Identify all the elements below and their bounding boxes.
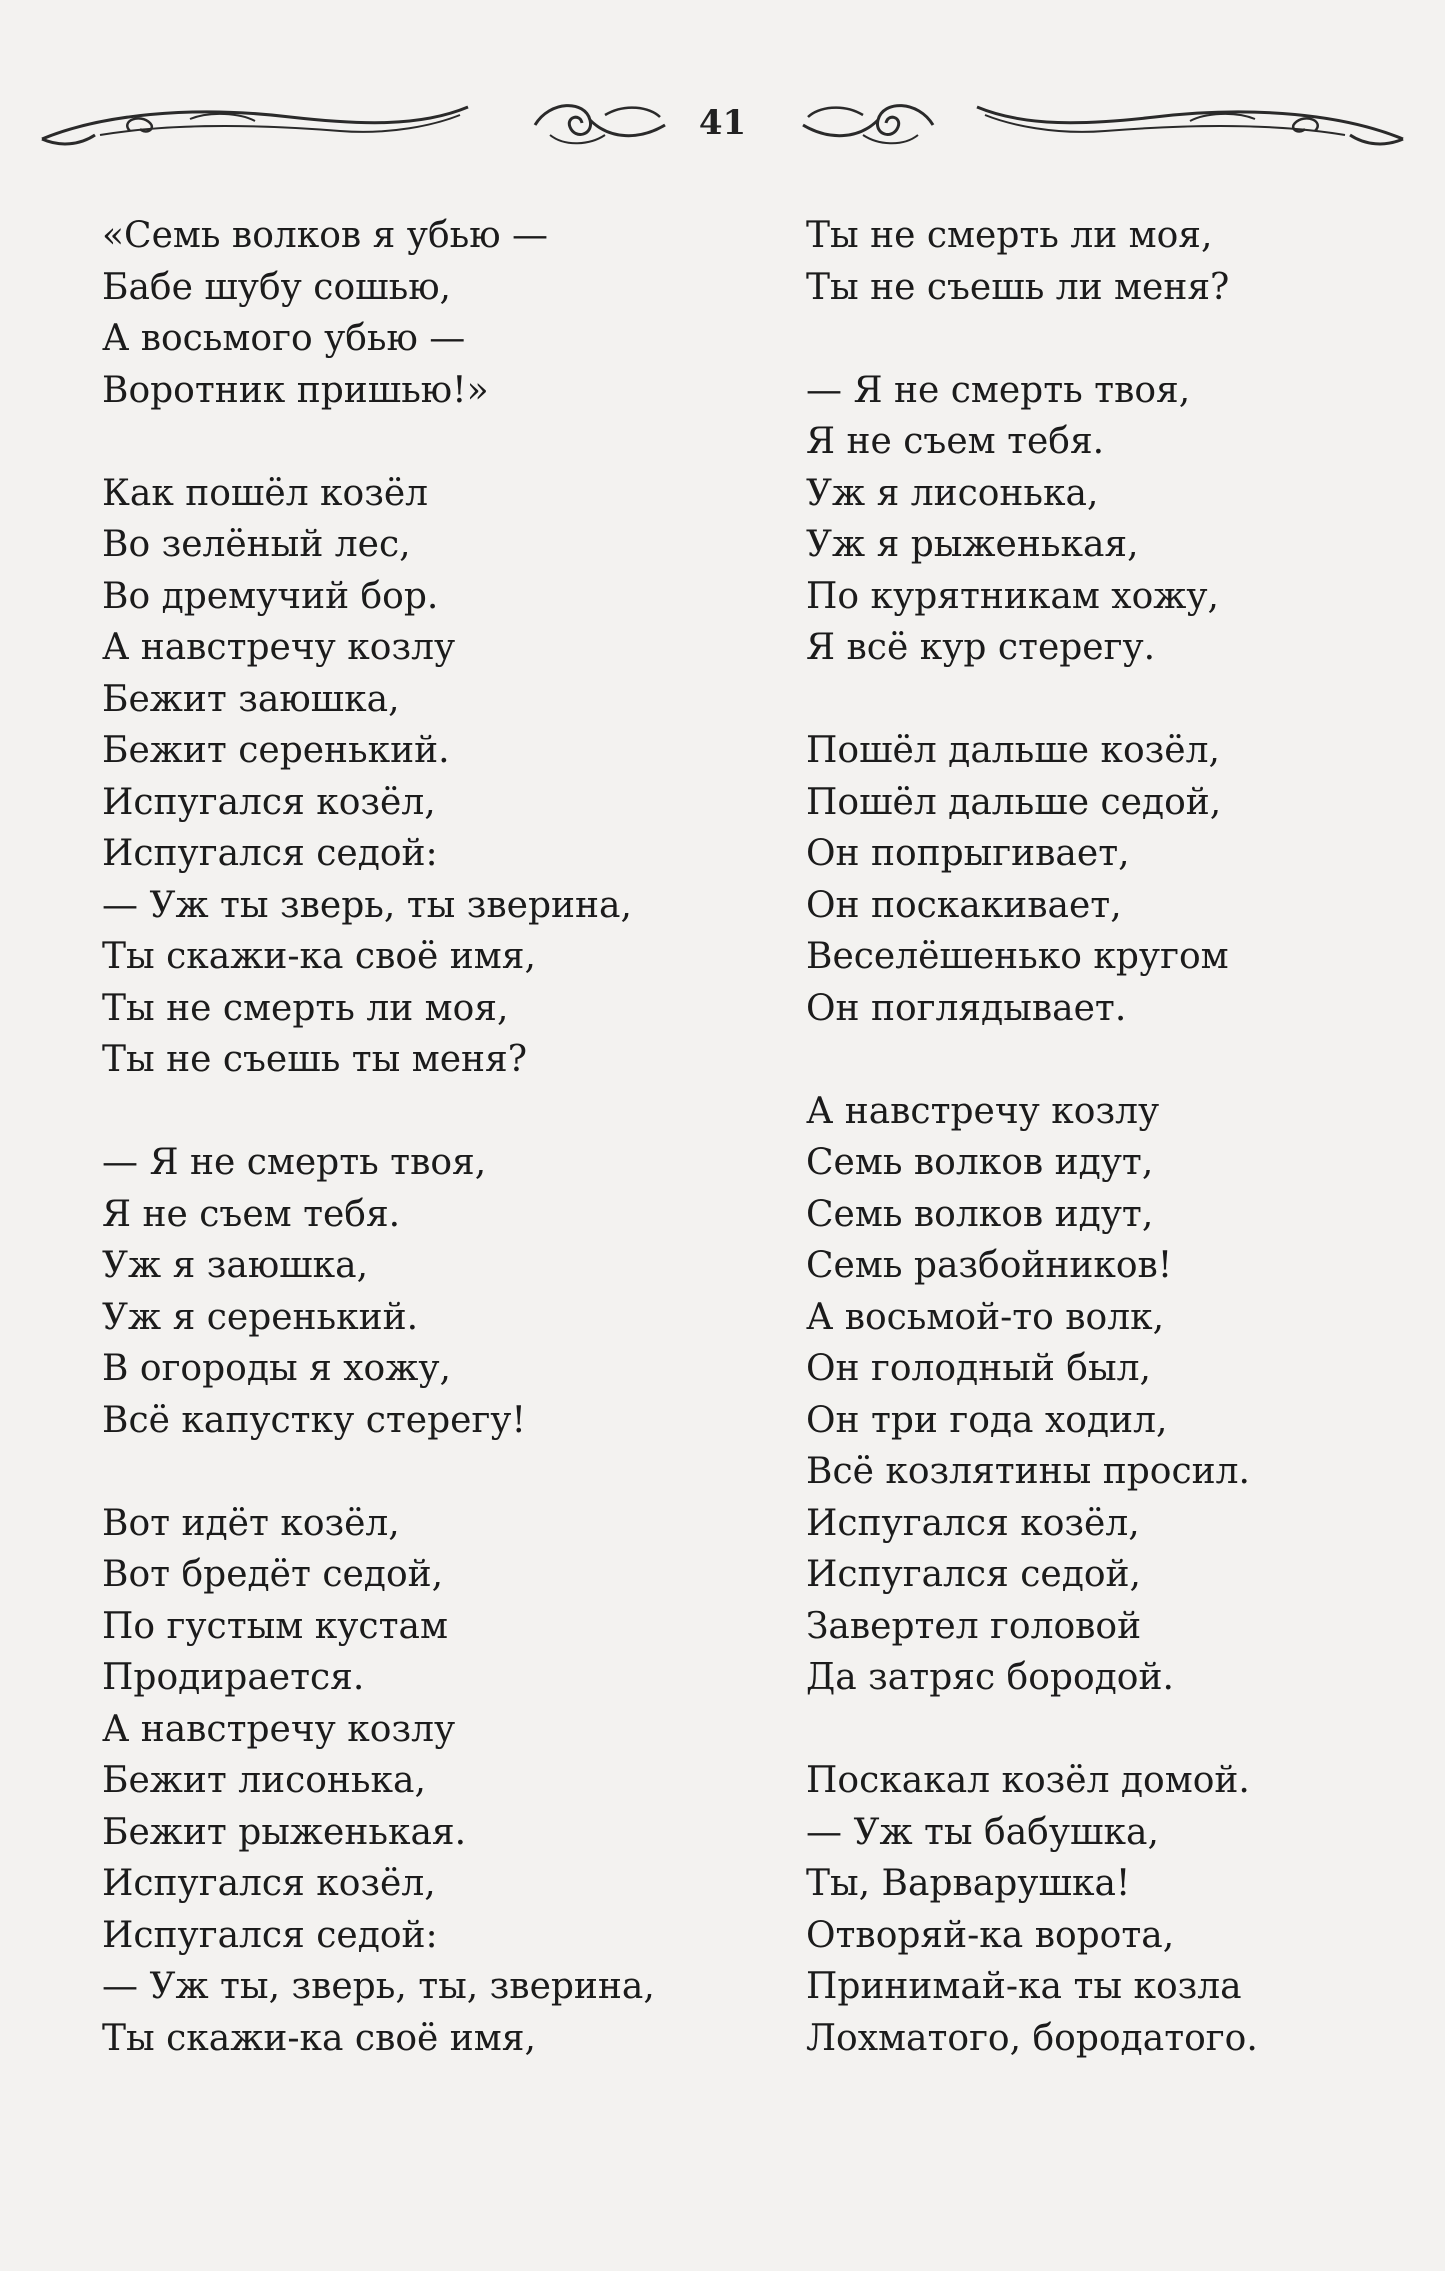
verse-line: Веселёшенько кругом: [806, 936, 1229, 977]
stanza: [806, 1086, 1406, 1704]
verse-line: Семь разбойников!: [806, 1245, 1173, 1286]
verse-line: Я не съем тебя.: [806, 421, 1105, 462]
verse-line: Ты скажи-ка своё имя,: [102, 936, 536, 977]
stanza: [806, 725, 1406, 1034]
verse-line: Он поскакивает,: [806, 884, 1122, 926]
verse-line: Семь волков идут,: [806, 1193, 1154, 1235]
verse-line: Он поглядывает.: [806, 987, 1127, 1029]
verse-line: Ты не съешь ты меня?: [102, 1039, 528, 1080]
stanza-gap: [806, 1704, 1406, 1756]
verse-line: По густым кустам: [102, 1605, 448, 1647]
stanza-gap: [102, 416, 702, 468]
verse-line: Ты не смерть ли моя,: [102, 987, 509, 1029]
verse-line: Пошёл дальше седой,: [806, 781, 1222, 823]
stanza: [102, 1498, 702, 2065]
stanza: [806, 365, 1406, 674]
stanza: [102, 210, 702, 416]
verse-line: Поскакал козёл домой.: [806, 1760, 1250, 1801]
verse-line: Семь волков идут,: [806, 1142, 1154, 1183]
verse-line: Воротник пришью!»: [102, 369, 489, 411]
stanza-gap: [806, 674, 1406, 726]
verse-line: А восьмой-то волк,: [806, 1296, 1165, 1338]
stanza: [102, 468, 702, 1086]
verse-line: Он три года ходил,: [806, 1399, 1168, 1441]
right-flourish-ornament-icon: [975, 95, 1405, 155]
verse-line: Лохматого, бородатого.: [806, 2017, 1258, 2059]
stanza: [102, 1137, 702, 1446]
verse-line: Бежит рыженькая.: [102, 1811, 467, 1853]
verse-line: А навстречу козлу: [102, 627, 456, 668]
verse-line: Бежит лисонька,: [102, 1760, 426, 1801]
verse-line: Завертел головой: [806, 1605, 1142, 1647]
verse-line: Он попрыгивает,: [806, 833, 1130, 874]
verse-line: А навстречу козлу: [806, 1090, 1160, 1132]
verse-line: Бежит заюшка,: [102, 678, 400, 720]
verse-line: Ты не смерть ли моя,: [806, 215, 1213, 256]
verse-line: В огороды я хожу,: [102, 1348, 451, 1389]
verse-line: Уж я серенький.: [102, 1296, 419, 1338]
verse-line: По курятникам хожу,: [806, 575, 1219, 617]
verse-line: А восьмого убью —: [102, 318, 466, 359]
verse-line: А навстречу козлу: [102, 1708, 456, 1750]
verse-line: Во зелёный лес,: [102, 524, 411, 565]
verse-line: Уж я лисонька,: [806, 472, 1099, 514]
stanza-gap: [806, 313, 1406, 365]
page-header: [40, 95, 1405, 165]
verse-line: Принимай-ка ты козла: [806, 1966, 1242, 2007]
verse-line: Отворяй-ка ворота,: [806, 1914, 1175, 1956]
poem-column-left: [102, 210, 702, 2064]
stanza-gap: [102, 1086, 702, 1138]
verse-line: Продирается.: [102, 1657, 365, 1698]
verse-line: Бежит серенький.: [102, 730, 450, 771]
verse-line: Я не съем тебя.: [102, 1193, 401, 1235]
verse-line: Испугался седой:: [102, 833, 438, 874]
stanza: [806, 1755, 1406, 2064]
page-number: 41: [698, 103, 747, 143]
verse-line: — Я не смерть твоя,: [102, 1142, 487, 1183]
verse-line: Уж я рыженькая,: [806, 524, 1139, 565]
verse-line: Я всё кур стерегу.: [806, 627, 1156, 668]
verse-line: Вот идёт козёл,: [102, 1502, 400, 1544]
verse-line: — Я не смерть твоя,: [806, 369, 1191, 411]
verse-line: Всё капустку стерегу!: [102, 1399, 526, 1441]
verse-line: — Уж ты зверь, ты зверина,: [102, 884, 632, 926]
stanza-gap: [102, 1446, 702, 1498]
verse-line: Всё козлятины просил.: [806, 1451, 1250, 1492]
verse-line: «Семь волков я убью —: [102, 215, 549, 256]
verse-line: Бабе шубу сошью,: [102, 266, 451, 308]
poem-column-right: [806, 210, 1406, 2064]
verse-line: Уж я заюшка,: [102, 1245, 369, 1286]
verse-line: Ты не съешь ли меня?: [806, 266, 1230, 308]
verse-line: Испугался козёл,: [806, 1502, 1140, 1544]
verse-line: Испугался козёл,: [102, 781, 436, 823]
verse-line: Испугался козёл,: [102, 1863, 436, 1904]
verse-line: Он голодный был,: [806, 1348, 1151, 1389]
stanza-gap: [806, 1034, 1406, 1086]
verse-line: Как пошёл козёл: [102, 472, 429, 514]
stanza: [806, 210, 1406, 313]
verse-line: Вот бредёт седой,: [102, 1554, 444, 1595]
verse-line: — Уж ты, зверь, ты, зверина,: [102, 1966, 655, 2007]
verse-line: Да затряс бородой.: [806, 1657, 1174, 1698]
verse-line: Ты скажи-ка своё имя,: [102, 2017, 536, 2059]
verse-line: Испугался седой,: [806, 1554, 1141, 1595]
verse-line: Во дремучий бор.: [102, 575, 439, 617]
right-scroll-ornament-icon: [798, 95, 938, 155]
verse-line: Пошёл дальше козёл,: [806, 730, 1220, 771]
verse-line: — Уж ты бабушка,: [806, 1811, 1159, 1853]
verse-line: Испугался седой:: [102, 1914, 438, 1956]
verse-line: Ты, Варварушка!: [806, 1863, 1131, 1904]
